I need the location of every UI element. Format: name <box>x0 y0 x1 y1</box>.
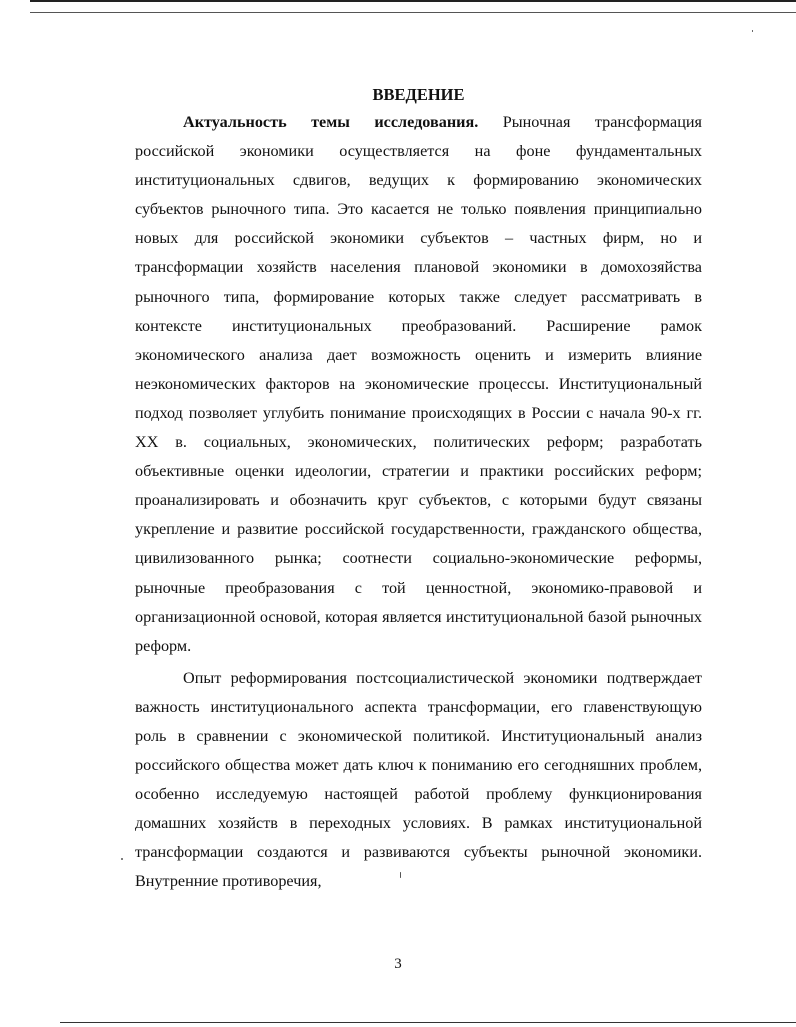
paragraph-1 <box>135 108 702 661</box>
paragraph-2: Опыт реформирования постсоциалистической экономики подтверждает важность институционального аспекта трансформации, его главенствующую роль в сравнении с экономической политикой. Институциональный анализ российского общества может дать ключ к пониманию его сегодняшних проблем, особенно исследуемую настоящей работой проблему функционирования домашних хозяйств в переходных условиях. В рамках институциональной трансформации создаются и развиваются субъекты рыночной экономики. Внутренние противоречия, <box>135 668 702 891</box>
scan-speck <box>121 858 123 860</box>
scan-speck <box>400 872 401 878</box>
scan-speck <box>752 30 753 32</box>
scan-top-border <box>30 0 796 13</box>
paragraph-1-body: Рыночная трансформация российской экономики осуществляется на фоне фундаментальных институциональных сдвигов, ведущих к формированию экономических субъектов рыночного типа. Это касается не только появления принципиально новых для российской экономики субъектов – частных фирм, но и трансформации хозяйств населения плановой экономики в домохозяйства рыночного типа, формирование которых также следует рассматривать в контексте институциональных преобразований. Расширение рамок экономического анализа дает возможность оценить и измерить влияние неэкономических факторов на экономические процессы. Институциональный подход позволяет углубить понимание происходящих в России с начала 90-х гг. XX в. социальных, экономических, политических реформ; разработать объективные оценки идеологии, стратегии и практики российских реформ; проанализировать и обозначить круг субъектов, с которыми будут связаны укрепление и развитие российской государственности, гражданского общества, цивилизованного рынка; соотнести социально-экономические реформы, рыночные преобразования с той ценностной, экономико-правовой и организационной основой, которая является институциональной базой рыночных реформ. <box>135 113 702 655</box>
document-body <box>135 80 702 897</box>
page-number: 3 <box>394 956 402 972</box>
paragraph-1-lead: Актуальность темы исследования. <box>183 113 479 131</box>
section-title: ВВЕДЕНИЕ <box>372 85 465 104</box>
scan-bottom-border <box>60 1022 796 1023</box>
